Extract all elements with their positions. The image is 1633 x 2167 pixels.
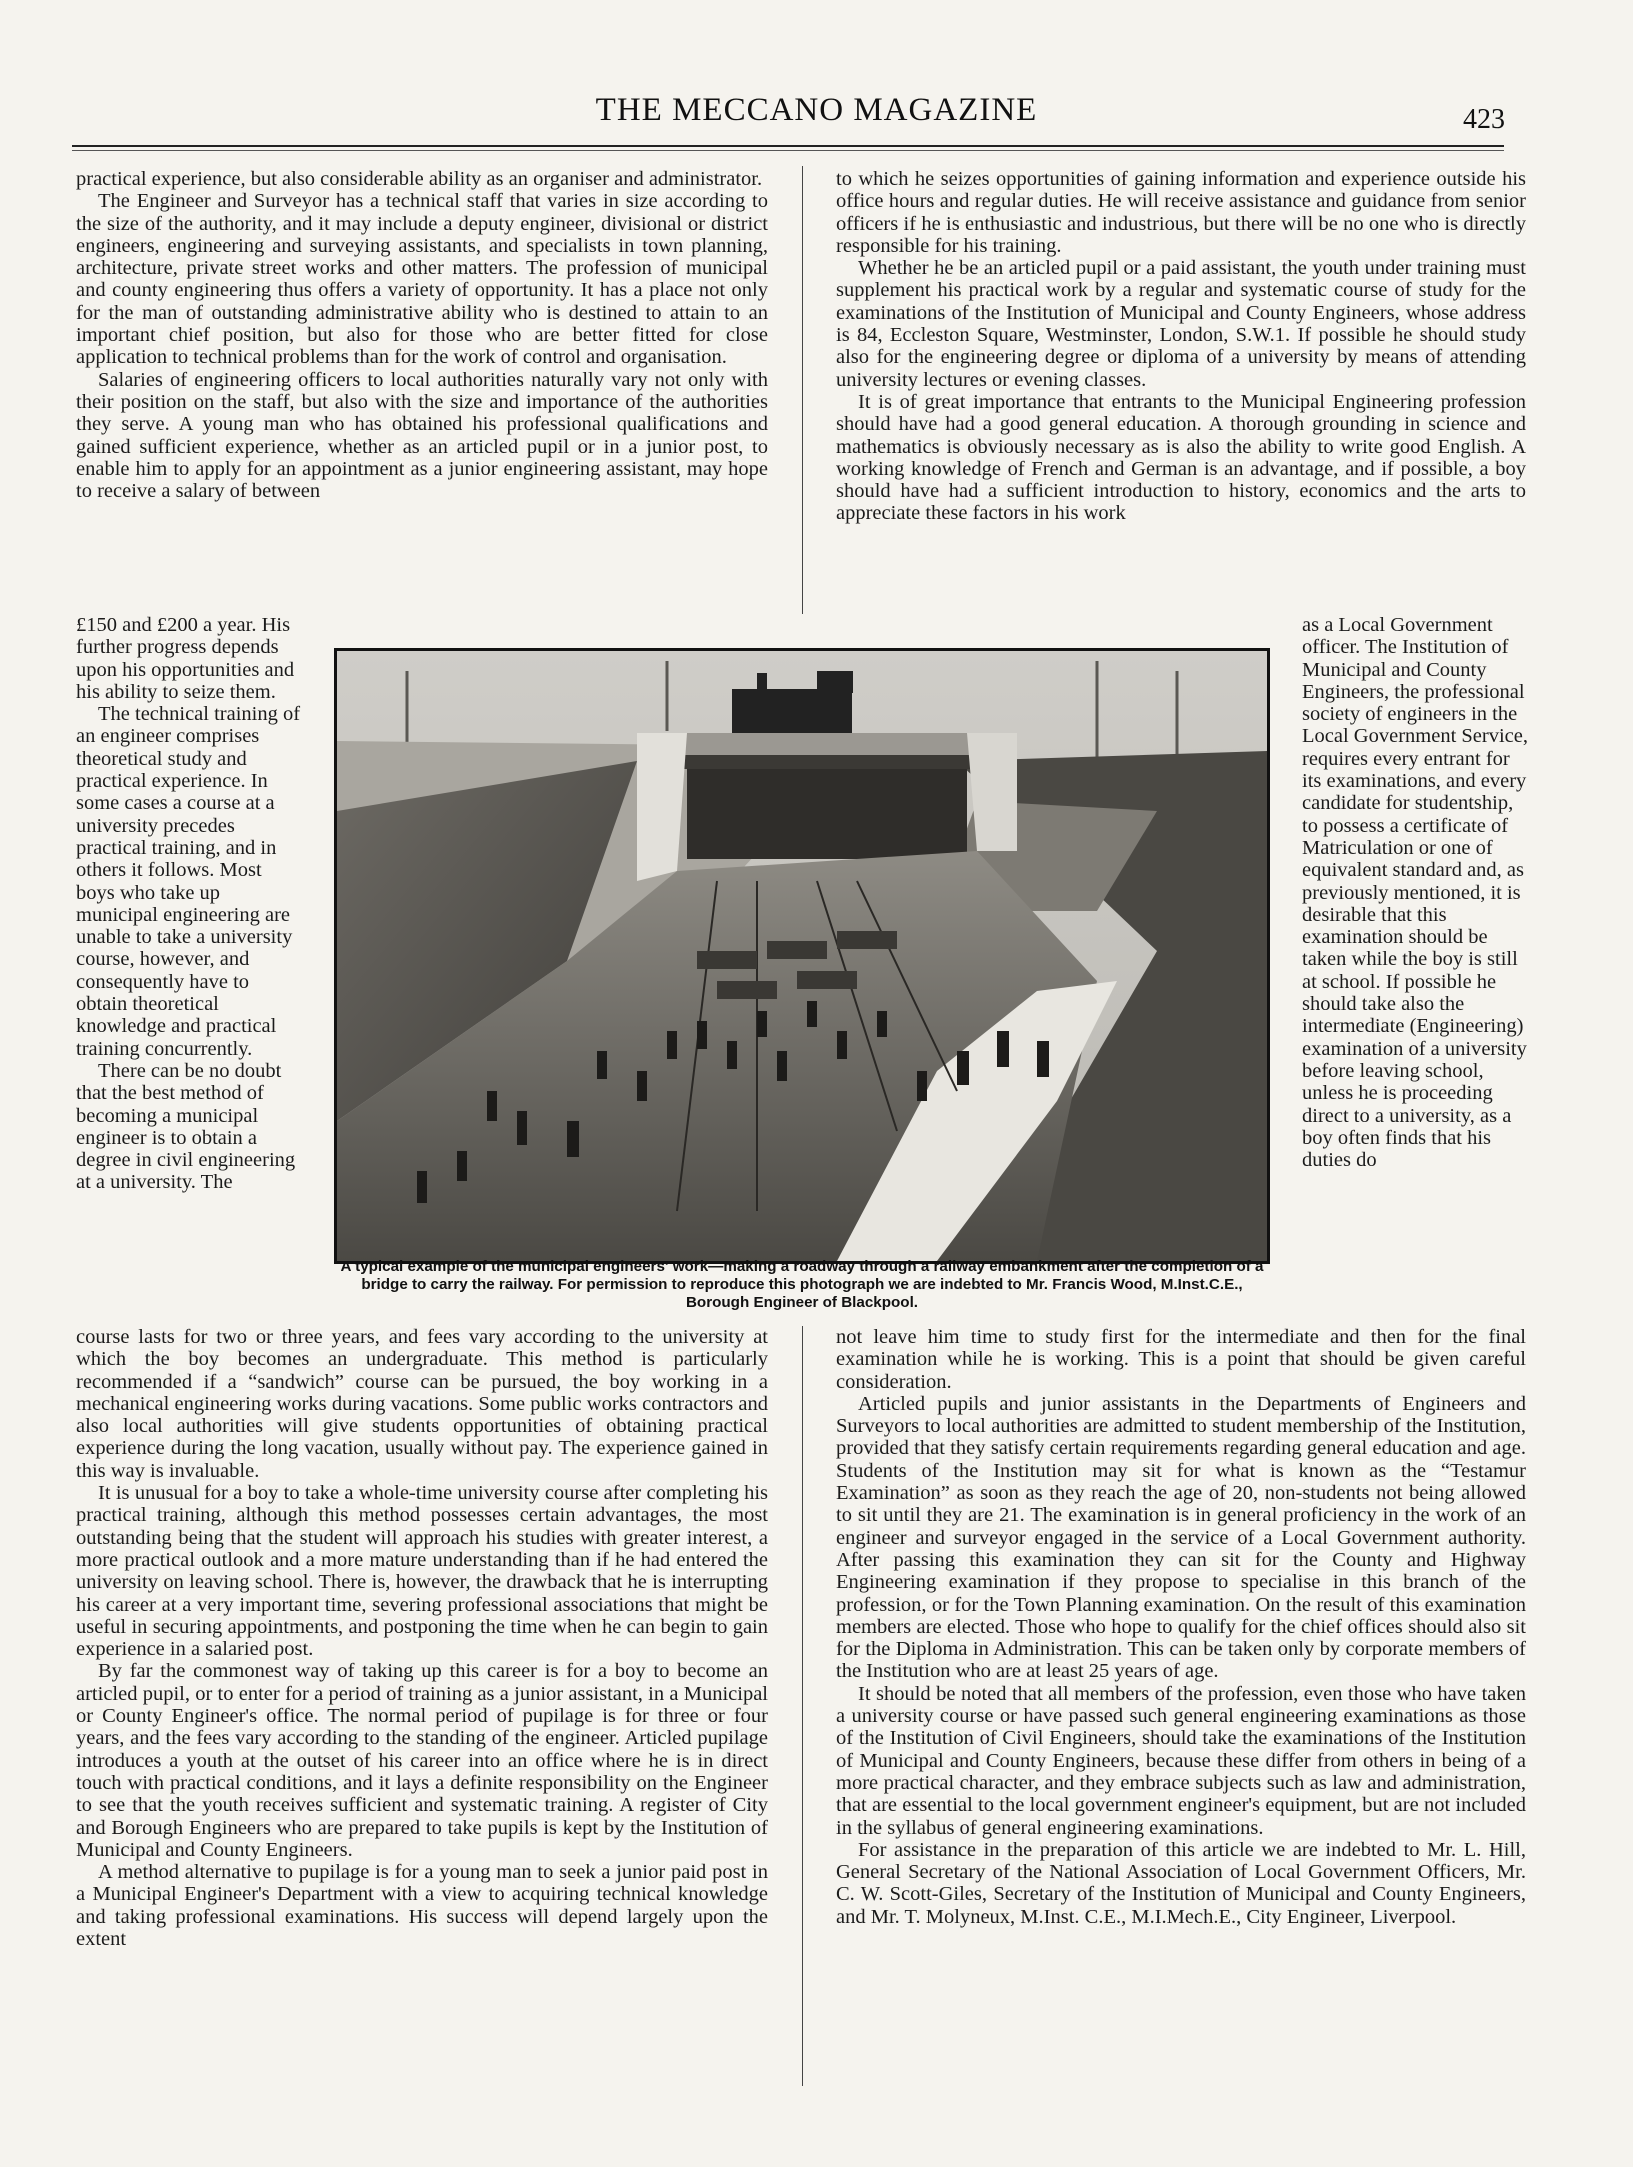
paragraph: practical experience, but also considerable ability as an organiser and administrator. (76, 168, 763, 190)
right-column-narrow (1302, 614, 1528, 1171)
paragraph: The technical training of an engineer comprises theoretical study and practical experience. In some cases a course at a university precedes practical training, and in others it follows. Most boys who take up municipal engineering are unable to take a university course, however, and consequently have to obtain theoretical knowledge and practical training concurrently. (76, 703, 301, 1060)
column-divider-upper (802, 166, 803, 614)
paragraph: It should be noted that all members of the profession, even those who have taken a university course or have passed such general engineering examinations as those of the Institution of Civil Engineers, should take the examinations of the Institution of Municipal and County Engineers, because these differ from others in being of a more practical character, and they embrace subjects such as law and administration, that are essential to the local government engineer's equipment, but are not included in the syllabus of general engineering examinations. (836, 1682, 1526, 1839)
figure-caption: A typical example of the municipal engineers' work—making a roadway through a railway embankment after the completion of a bridge to carry the railway. For permission to reproduce this photograph we are indebted to Mr. Francis Wood, M.Inst.C.E., Borough Engineer of Blackpool. (340, 1258, 1264, 1311)
paragraph: course lasts for two or three years, and fees vary according to the university at which the boy becomes an undergraduate. This method is particularly recommended if a “sandwich” course can be pursued, the boy working in a mechanical engineering works during vacations. Some public works contractors and also local authorities will give students opportunities of obtaining practical experience during the long vacation, usually without pay. The experience gained in this way is invaluable. (76, 1326, 768, 1482)
header-rule-thin (72, 150, 1504, 151)
paragraph: Salaries of engineering officers to local authorities naturally vary not only with their position on the staff, but also with the size and importance of the authorities they serve. A young man who has obtained his professional qualifications and gained sufficient experience, whether as an articled pupil or in a junior post, to enable him to apply for an appointment as a junior engineering assistant, may hope to receive a salary of between (76, 368, 768, 503)
right-column-bottom (836, 1326, 1526, 1928)
paragraph: Articled pupils and junior assistants in the Departments of Engineers and Surveyors to local authorities are admitted to student membership of the Institution, provided that they satisfy certain requirements regarding general education and age. Students of the Institution may sit for what is known as the “Testamur Examination” as soon as they reach the age of 20, non-students not being allowed to sit until they are 21. The examination is in general proficiency in the work of an engineer and surveyor engaged in the service of a Local Government authority. After passing this examination they can sit for the County and Highway Engineering examination if they propose to specialise in this branch of the profession, or for the Town Planning examination. On the result of this examination members are elected. Those who hope to qualify for the chief offices should also sit for the Diploma in Administration. This can be taken only by corporate members of the Institution who are at least 25 years of age. (836, 1392, 1526, 1683)
paragraph: For assistance in the preparation of this article we are indebted to Mr. L. Hill, General Secretary of the National Association of Local Government Officers, Mr. C. W. Scott-Giles, Secretary of the Institution of Municipal and County Engineers, and Mr. T. Molyneux, M.Inst. C.E., M.I.Mech.E., City Engineer, Liverpool. (836, 1838, 1526, 1928)
photo-illustration (337, 651, 1267, 1261)
paragraph: Whether he be an articled pupil or a paid assistant, the youth under training must supplement his practical work by a regular and systematic course of study for the examinations of the Institution of Municipal and County Engineers, whose address is 84, Eccleston Square, Westminster, London, S.W.1. If possible he should study also for the engineering degree or diploma of a university by means of attending university lectures or evening classes. (836, 257, 1526, 391)
paragraph: A method alternative to pupilage is for a young man to seek a junior paid post in a Municipal Engineer's Department with a view to acquiring technical knowledge and taking professional examinations. His success will depend largely upon the extent (76, 1861, 768, 1951)
left-column-top (76, 168, 768, 502)
right-column-top (836, 168, 1526, 525)
left-column-bottom (76, 1326, 768, 1950)
paragraph: It is unusual for a boy to take a whole-time university course after completing his practical training, although this method possesses certain advantages, the most outstanding being that the student will approach his studies with greater interest, a more practical outlook and a more mature understanding than if he had entered the university on leaving school. There is, however, the drawback that he is interrupting his career at a very important time, severing professional associations that might be useful in securing appointments, and postponing the time when he can begin to gain experience in a salaried post. (76, 1482, 768, 1661)
paragraph: as a Local Government officer. The Institution of Municipal and County Engineers, the professional society of engineers in the Local Government Service, requires every entrant for its examinations, and every candidate for studentship, to possess a certificate of Matriculation or one of equivalent standard and, as previously mentioned, it is desirable that this examination should be taken while the boy is still at school. If possible he should take also the intermediate (Engineering) examination of a university before leaving school, unless he is proceeding direct to a university, as a boy often finds that his duties do (1302, 614, 1528, 1172)
paragraph: It is of great importance that entrants to the Municipal Engineering profession should have had a good general education. A thorough grounding in science and mathematics is obviously necessary as is also the ability to write good English. A working knowledge of French and German is an advantage, and if possible, a boy should have had a sufficient introduction to history, economics and the arts to appreciate these factors in his work (836, 390, 1526, 525)
left-column-narrow (76, 614, 302, 1194)
masthead-title: THE MECCANO MAGAZINE (595, 92, 1038, 128)
paragraph: to which he seizes opportunities of gaining information and experience outside his office hours and regular duties. He will receive assistance and guidance from senior officers if he is enthusiastic and industrious, but there will be no one who is directly responsible for his training. (836, 168, 1526, 257)
header-rule (72, 145, 1504, 147)
paragraph: There can be no doubt that the best method of becoming a municipal engineer is to obtain a degree in civil engineering at a university. The (76, 1059, 296, 1194)
page-number: 423 (1463, 104, 1505, 135)
photograph (334, 648, 1270, 1264)
paragraph: £150 and £200 a year. His further progress depends upon his opportunities and his ability to seize them. (76, 614, 295, 703)
paragraph: By far the commonest way of taking up this career is for a boy to become an articled pupil, or to enter for a period of training as a junior assistant, in a Municipal or County Engineer's office. The normal period of pupilage is for three or four years, and the fees vary according to the standing of the engineer. Articled pupilage introduces a youth at the outset of his career into an office where he is in direct touch with practical conditions, and it lays a definite responsibility on the Engineer to see that the youth receives sufficient and systematic training. A register of City and Borough Engineers who are prepared to take pupils is kept by the Institution of Municipal and County Engineers. (76, 1660, 768, 1861)
paragraph: The Engineer and Surveyor has a technical staff that varies in size according to the size of the authority, and it may include a deputy engineer, divisional or district engineers, engineering and surveying assistants, and specialists in town planning, architecture, private street works and other matters. The profession of municipal and county engineering thus offers a variety of opportunity. It has a place not only for the man of outstanding administrative ability who is destined to attain to an important chief position, but also for those who are better fitted for close application to technical problems than for the work of control and organisation. (76, 190, 768, 369)
column-divider-lower (802, 1326, 803, 2086)
paragraph: not leave him time to study first for the intermediate and then for the final examination while he is working. This is a point that should be given careful consideration. (836, 1326, 1526, 1393)
